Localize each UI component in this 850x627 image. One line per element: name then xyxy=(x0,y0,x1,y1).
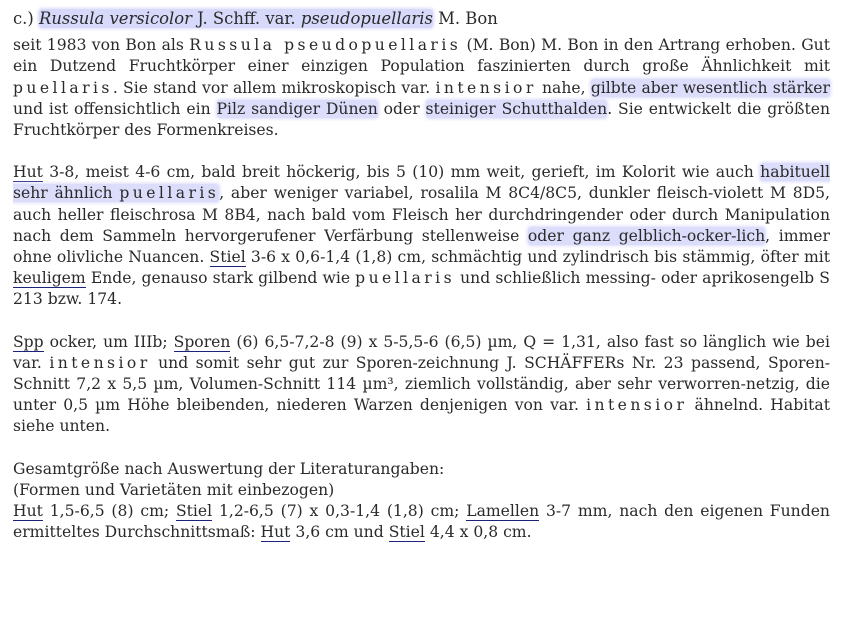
spaced-name: Russula pseudopuellaris xyxy=(189,36,462,55)
text-run: . Sie stand vor allem mikroskopisch var. xyxy=(112,78,431,97)
text-run: habituell sehr ähnlich xyxy=(13,163,830,203)
underlined-term: Stiel xyxy=(175,502,213,521)
text-run: 1,5-6,5 (8) cm; xyxy=(49,502,170,521)
text-run: , immer ohne olivliche Nuancen. xyxy=(13,226,830,267)
text-run: Gesamtgröße nach Auswertung der Literaturangaben: xyxy=(13,459,445,478)
text-run: (Formen und Varietäten mit einbezogen) xyxy=(13,480,335,499)
section-title xyxy=(13,8,830,29)
text-run: Ende, genauso stark gilbend wie xyxy=(90,269,351,288)
spaced-name: puellaris xyxy=(13,78,113,97)
underlined-term: Spp xyxy=(13,332,44,351)
text-run: und somit sehr gut zur Sporen-zeichnung J. SCHÄFFERs Nr. 23 passend, Sporen-Schnitt 7,2 x 5,5 µm, Volumen-Schnitt 114 µm³, ziemlich vollständig, aber sehr verworren-netzig, die unter 0,5 µm Höhe bleibenden, niederen Warzen denjenigen von var. xyxy=(13,353,830,415)
spaced-name: puellaris xyxy=(355,269,456,288)
text-run: und ist offensichtlich ein xyxy=(13,99,211,118)
text-run: (M. Bon) M. Bon in den Artrang erhoben. Gut ein Dutzend Fruchtkörper einer einzigen Population faszinierten durch große Ähnlichkeit mit xyxy=(13,36,830,76)
text-run: ocker, um IIIb; xyxy=(49,332,168,351)
text-run: 3-7 mm, nach den eigenen Funden ermitteltes Durchschnittsmaß: xyxy=(13,502,830,542)
text-run: (6) 6,5-7,2-8 (9) x 5-5,5-6 (6,5) µm, Q = 1,31, also fast so länglich wie bei var. xyxy=(13,332,830,372)
variety-name: pseudopuellaris xyxy=(300,9,433,28)
text-run: 4,4 x 0,8 cm. xyxy=(429,523,532,542)
text-run: und schließlich messing- oder aprikosengelb S 213 bzw. 174. xyxy=(13,269,830,309)
paragraph-history xyxy=(13,35,830,141)
paragraph-spores xyxy=(13,332,830,438)
underlined-term: Lamellen xyxy=(466,502,540,521)
text-run: oder xyxy=(383,99,420,118)
highlight: Pilz sandiger Dünen xyxy=(216,99,378,118)
text-run: , aber weniger variabel, rosalila M 8C4/8C5, dunkler fleisch-violett M 8D5, auch heller fleischrosa M 8B4, nach bald vom Fleisch her durchdringender oder durch Manipulation nach dem Sammeln hervorgerufener Verfärbung stellenweise xyxy=(13,184,830,245)
spaced-name: intensior xyxy=(586,396,688,415)
text-run: 1,2-6,5 (7) x 0,3-1,4 (1,8) cm; xyxy=(218,502,460,521)
underlined-term: Stiel xyxy=(209,248,246,267)
highlight: oder ganz gelblich-ocker-lich xyxy=(527,226,766,245)
text-run: ähnelnd. Habitat siehe unten. xyxy=(13,396,830,436)
spaced-name: puellaris xyxy=(119,184,220,203)
text-run: 3-8, meist 4-6 cm, bald breit höckerig, bis 5 (10) mm weit, gerieft, im Kolorit wie auch xyxy=(49,163,754,182)
text-run: 3-6 x 0,6-1,4 (1,8) cm, schmächtig und zylindrisch bis stämmig, öfter mit xyxy=(250,248,830,267)
species-author: J. Schff. var. xyxy=(197,9,296,28)
species-name: Russula versicolor xyxy=(39,9,192,28)
variety-author: M. Bon xyxy=(438,9,498,28)
section-number: c.) xyxy=(13,9,34,28)
paragraph-sizes xyxy=(13,459,830,544)
underlined-term: Hut xyxy=(260,523,291,542)
spaced-name: intensior xyxy=(49,353,151,372)
underlined-term: Hut xyxy=(13,502,43,521)
text-run: nahe, xyxy=(541,78,586,97)
underlined-term: keuligem xyxy=(13,269,86,288)
text-run: seit 1983 von Bon als xyxy=(13,36,184,55)
highlight: steiniger Schutthalden xyxy=(425,99,608,118)
text-run: 3,6 cm und xyxy=(295,523,384,542)
underlined-term: Sporen xyxy=(173,332,231,351)
underlined-term: Hut xyxy=(13,163,43,182)
underlined-term: Stiel xyxy=(388,523,425,542)
spaced-name: intensior xyxy=(435,78,537,97)
highlight: gilbte aber wesentlich stärker xyxy=(590,78,830,97)
paragraph-hut xyxy=(13,162,830,310)
taxon-highlight xyxy=(39,9,433,28)
text-run: . Sie entwickelt die größten Fruchtkörper des Formenkreises. xyxy=(13,99,830,140)
